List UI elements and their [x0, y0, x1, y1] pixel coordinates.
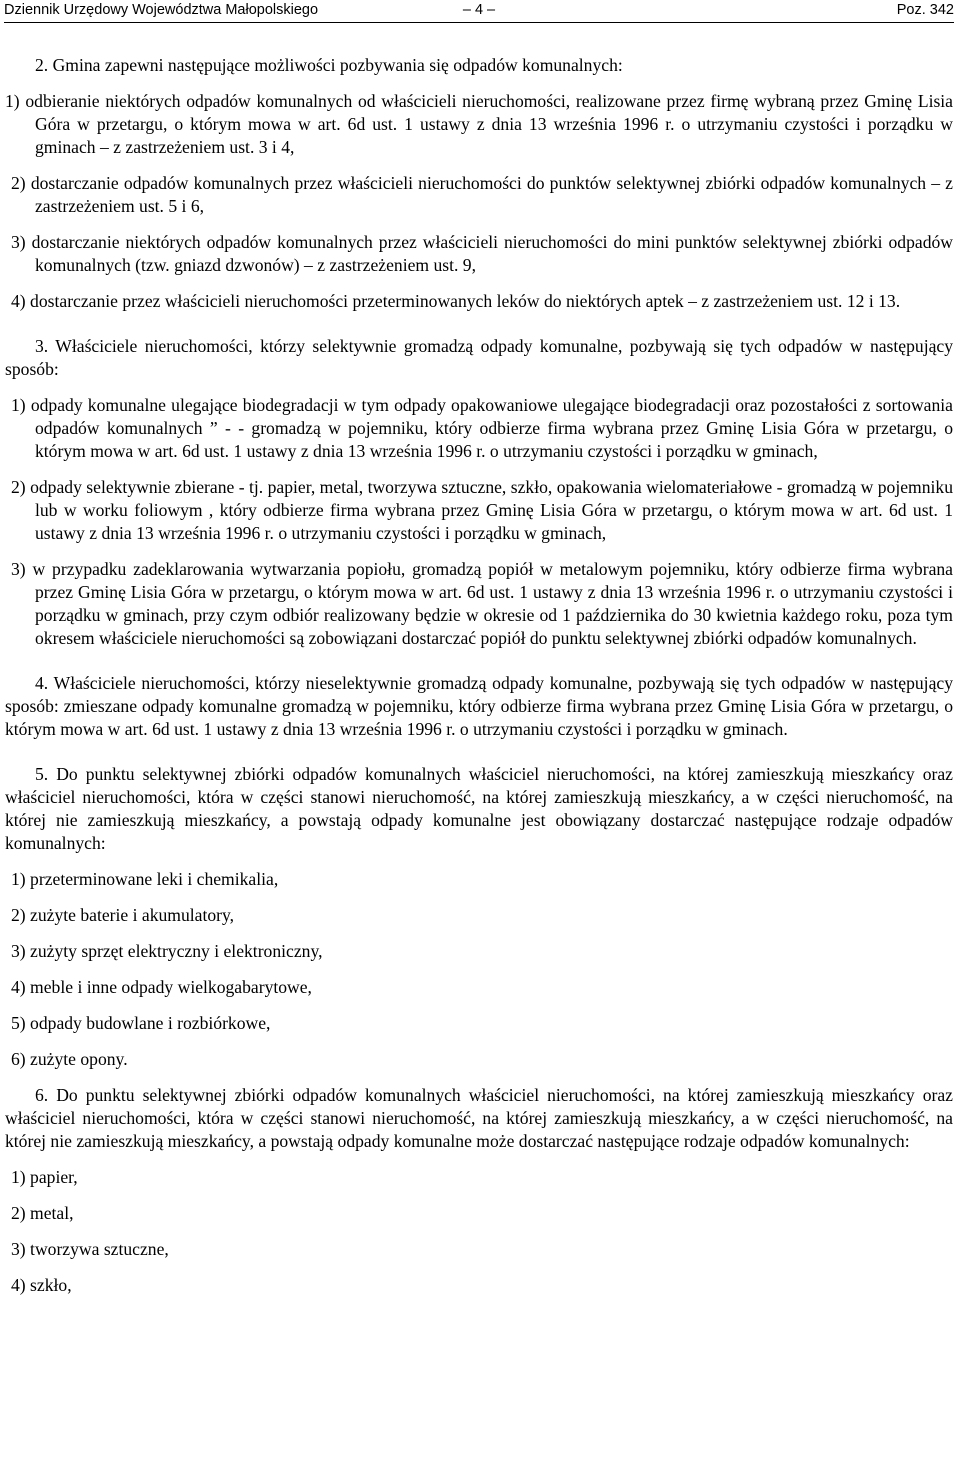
- section-2-item-2: 2) dostarczanie odpadów komunalnych przez właścicieli nieruchomości do punktów selektywnej zbiórki odpadów komunalnych – z zastrzeżeniem ust. 5 i 6,: [11, 173, 953, 216]
- section-3-intro: 3. Właściciele nieruchomości, którzy selektywnie gromadzą odpady komunalne, pozbywają się tych odpadów w następujący sposób:: [5, 336, 953, 379]
- section-2: [5, 54, 953, 313]
- section-5-item-6: 6) zużyte opony.: [11, 1049, 128, 1069]
- section-3: [5, 335, 953, 650]
- section-6-item-2: 2) metal,: [11, 1203, 74, 1223]
- section-2-item-3: 3) dostarczanie niektórych odpadów komunalnych przez właścicieli nieruchomości do mini punktów selektywnej zbiórki odpadów komunalnych (tzw. gniazd dzwonów) – z zastrzeżeniem ust. 9,: [11, 232, 953, 275]
- section-3-item-3: 3) w przypadku zadeklarowania wytwarzania popiołu, gromadzą popiół w metalowym pojemniku, który odbierze firma wybrana przez Gminę Lisia Góra w przetargu, o którym mowa w art. 6d ust. 1 ustawy z dnia 13 września 1996 r. o utrzymaniu czystości i porządku w gminach, przy czym odbiór realizowany będzie w okresie od 1 października do 30 kwietnia każdego roku, poza tym okresem właściciele nieruchomości są zobowiązani dostarczać popiół do punktu selektywnej zbiórki odpadów komunalnych.: [11, 559, 953, 648]
- section-5-item-3: 3) zużyty sprzęt elektryczny i elektroniczny,: [11, 941, 323, 961]
- section-6-item-1: 1) papier,: [11, 1167, 78, 1187]
- section-5-item-1: 1) przeterminowane leki i chemikalia,: [11, 869, 279, 889]
- section-5: [5, 763, 953, 1071]
- page-header: [4, 0, 954, 23]
- section-6-item-3: 3) tworzywa sztuczne,: [11, 1239, 169, 1259]
- section-5-intro: 5. Do punktu selektywnej zbiórki odpadów komunalnych właściciel nieruchomości, na której zamieszkują mieszkańcy oraz właściciel nieruchomości, która w części stanowi nieruchomość, na której zamieszkują mieszkańcy, a w części nieruchomość, na której nie zamieszkują mieszkańcy, a powstają odpady komunalne jest obowiązany dostarczać następujące rodzaje odpadów komunalnych:: [5, 764, 953, 853]
- section-5-item-4: 4) meble i inne odpady wielkogabarytowe,: [11, 977, 312, 997]
- section-6: [5, 1084, 953, 1297]
- section-5-item-2: 2) zużyte baterie i akumulatory,: [11, 905, 235, 925]
- section-3-item-2: 2) odpady selektywnie zbierane - tj. papier, metal, tworzywa sztuczne, szkło, opakowania wielomateriałowe - gromadzą w pojemniku lub w worku foliowym , który odbierze firma wybrana przez Gminę Lisia Góra w przetargu, o którym mowa w art. 6d ust. 1 ustawy z dnia 13 września 1996 r. o utrzymaniu czystości i porządku w gminach,: [11, 477, 953, 543]
- section-2-item-4: 4) dostarczanie przez właścicieli nieruchomości przeterminowanych leków do niektórych aptek – z zastrzeżeniem ust. 12 i 13.: [11, 291, 901, 311]
- section-4-text: 4. Właściciele nieruchomości, którzy nieselektywnie gromadzą odpady komunalne, pozbywają się tych odpadów w następujący sposób: zmieszane odpady komunalne gromadzą w pojemniku, który odbierze firma wybrana przez Gminę Lisia Góra w przetargu, o którym mowa w art. 6d ust. 1 ustawy z dnia 13 września 1996 r. o utrzymaniu czystości i porządku w gminach.: [5, 673, 953, 739]
- section-6-intro: 6. Do punktu selektywnej zbiórki odpadów komunalnych właściciel nieruchomości, na której zamieszkują mieszkańcy oraz właściciel nieruchomości, która w części stanowi nieruchomość, na której zamieszkują mieszkańcy, a w części nieruchomość, na której nie zamieszkują mieszkańcy, a powstają odpady komunalne może dostarczać następujące rodzaje odpadów komunalnych:: [5, 1085, 953, 1151]
- section-5-item-5: 5) odpady budowlane i rozbiórkowe,: [11, 1013, 271, 1033]
- section-4: [5, 672, 953, 741]
- page-number: – 4 –: [462, 2, 496, 18]
- position-number: Poz. 342: [896, 2, 954, 18]
- journal-title: Dziennik Urzędowy Województwa Małopolskiego: [4, 2, 319, 18]
- section-3-item-1: 1) odpady komunalne ulegające biodegradacji w tym odpady opakowaniowe ulegające biodegradacji oraz pozostałości z sortowania odpadów komunalnych ” - - gromadzą w pojemniku, który odbierze firma wybrana przez Gminę Lisia Góra w przetargu, o którym mowa w art. 6d ust. 1 ustawy z dnia 13 września 1996 r. o utrzymaniu czystości i porządku w gminach,: [11, 395, 953, 461]
- section-2-item-1: 1) odbieranie niektórych odpadów komunalnych od właścicieli nieruchomości, realizowane przez firmę wybraną przez Gminę Lisia Góra w przetargu, o którym mowa w art. 6d ust. 1 ustawy z dnia 13 września 1996 r. o utrzymaniu czystości i porządku w gminach – z zastrzeżeniem ust. 3 i 4,: [5, 91, 953, 157]
- section-2-intro: 2. Gmina zapewni następujące możliwości pozbywania się odpadów komunalnych:: [35, 55, 623, 75]
- document-body: [5, 54, 953, 1310]
- section-6-item-4: 4) szkło,: [11, 1275, 72, 1295]
